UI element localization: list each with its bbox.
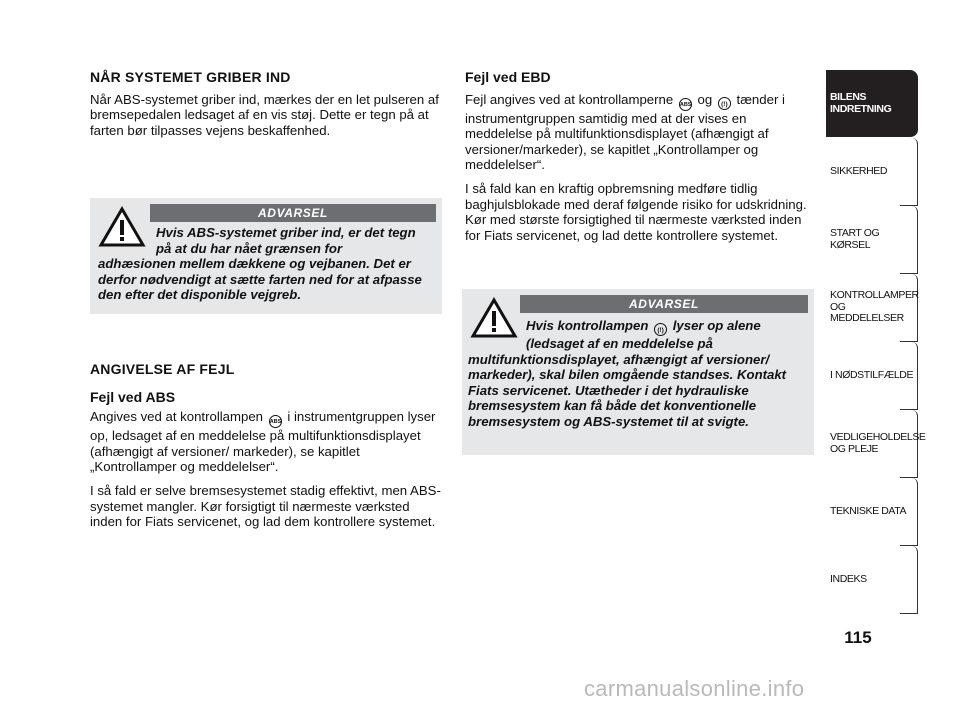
ebd-text-a: Fejl angives ved at kontrollamperne bbox=[465, 91, 674, 107]
chapter-tab-vedligeholdelse[interactable]: VEDLIGEHOLDELSE OG PLEJE bbox=[826, 410, 918, 478]
warning-line-2: på at du har nået grænsen for bbox=[156, 240, 343, 256]
ebd-fault-heading: Fejl ved EBD bbox=[465, 69, 551, 85]
warning-box-brake bbox=[462, 289, 814, 455]
abs-warning-light-icon: ABS bbox=[269, 415, 282, 428]
abs-fault-text bbox=[90, 409, 442, 475]
chapter-tab-sikkerhed[interactable]: SIKKERHED bbox=[826, 138, 918, 206]
right-column bbox=[465, 70, 810, 251]
ebd-text-b: tænder i instrumentgruppen samtidig med at der vises en meddelelse på multifunktionsdisplayet (afhængigt af versioner/markeder), se kapitlet „Kontrollamper og meddelelser“. bbox=[465, 91, 785, 173]
warning-line-1: Hvis ABS-systemet griber ind, er det tegn bbox=[156, 225, 416, 240]
fault-section bbox=[90, 362, 442, 538]
ebd-text-og: og bbox=[697, 91, 713, 107]
abs-warning-light-icon: ABS bbox=[679, 98, 692, 111]
chapter-tab-nodstilfaelde[interactable]: I NØDSTILFÆLDE bbox=[826, 342, 918, 410]
warning-rest: adhæsionen mellem dækkene og vejbanen. Det er derfor nødvendigt at sætte farten ned for at afpasse den efter det disponible vejgreb. bbox=[98, 256, 422, 303]
chapter-tab-bilens-indretning[interactable]: BILENS INDRETNING bbox=[826, 70, 918, 138]
section-heading-faults: ANGIVELSE AF FEJL bbox=[90, 361, 235, 377]
abs-fault-advice: I så fald er selve bremsesystemet stadig effektivt, men ABS-systemet mangler. Kør forsigtigt til nærmeste værksted inden for Fiats servicenet, og lad dem kontrollere systemet. bbox=[90, 482, 441, 530]
warning-text bbox=[468, 318, 808, 430]
warning-line-2: (ledsaget af en meddelelse på bbox=[526, 336, 713, 351]
abs-engage-text: Når ABS-systemet griber ind, mærkes der en let pulseren af bremsepedalen ledsaget af en vis støj. Dette er tegn på at farten bør tilpasses vejens beskaffenhed. bbox=[90, 91, 439, 138]
warning-label: ADVARSEL bbox=[150, 204, 436, 222]
warning-rest: multifunktionsdisplayet, afhængigt af versioner/ markeder), skal bilen omgående standses. Kontakt Fiats servicenet. Utætheder i det hydrauliske bremsesystem kan få både det konventionelle bremsesystem og ABS-systemet til at svigte. bbox=[468, 351, 787, 429]
abs-fault-text-post: i instrumentgruppen lyser op, ledsaget af en meddelelse på multifunktionsdisplayet (afhængigt af versioner/ markeder), se kapitlet „Kontrollamper og meddelelser“. bbox=[90, 409, 436, 475]
warning-line-1-post: lyser op alene bbox=[672, 318, 761, 333]
abs-fault-heading: Fejl ved ABS bbox=[90, 388, 176, 405]
chapter-tab-indeks[interactable]: INDEKS bbox=[826, 546, 918, 614]
warning-box-abs bbox=[90, 198, 442, 314]
warning-label: ADVARSEL bbox=[520, 295, 808, 313]
chapter-tab-start-og-korsel[interactable]: START OG KØRSEL bbox=[826, 206, 918, 274]
section-heading-engage: NÅR SYSTEMET GRIBER IND bbox=[90, 69, 291, 85]
chapter-tab-kontrollamper[interactable]: KONTROLLAMPER OG MEDDELELSER bbox=[826, 274, 918, 342]
left-column bbox=[90, 70, 440, 146]
brake-warning-light-icon: (!) bbox=[718, 97, 731, 110]
warning-line-1-pre: Hvis kontrollampen bbox=[526, 318, 649, 333]
page-number: 115 bbox=[844, 628, 872, 647]
abs-fault-text-pre: Angives ved at kontrollampen bbox=[90, 409, 264, 425]
brake-warning-light-icon: (!) bbox=[654, 323, 667, 336]
ebd-fault-text bbox=[465, 92, 810, 173]
warning-line-1 bbox=[468, 318, 808, 336]
warning-text bbox=[98, 225, 438, 303]
chapter-sidebar bbox=[826, 70, 926, 614]
watermark: carmanualsonline.info bbox=[584, 676, 805, 701]
ebd-fault-advice: I så fald kan en kraftig opbremsning medføre tidlig baghjulsblokade med deraf følgende risiko for udskridning. Kør med største forsigtighed til nærmeste værksted inden for Fiats servicenet, og lad dette kontrollere systemet. bbox=[465, 180, 807, 243]
chapter-tab-tekniske-data[interactable]: TEKNISKE DATA bbox=[826, 478, 918, 546]
